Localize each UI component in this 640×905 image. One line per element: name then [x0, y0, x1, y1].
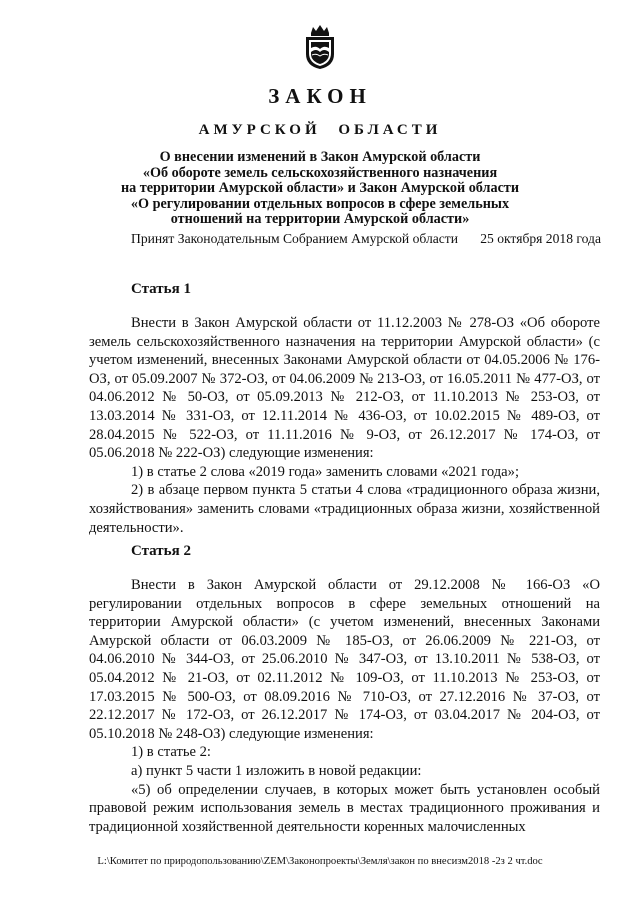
coat-of-arms-icon: [302, 24, 338, 70]
article-2-intro: Внести в Закон Амурской области от 29.12.2008 № 166-ОЗ «О регулировании отдельных вопросов в сфере земельных отношений на территории Амурской области» (с учетом изменений, внесенных Законами Амурской области от 06.03.2009 № 185-ОЗ, от 26.06.2009 № 221-ОЗ, от 04.06.2010 № 344-ОЗ, от 25.06.2010 № 347-ОЗ, от 13.10.2011 № 538-ОЗ, от 05.04.2012 № 21-ОЗ, от 02.11.2012 № 109-ОЗ, от 11.10.2013 № 253-ОЗ, от 17.03.2015 № 500-ОЗ, от 08.09.2016 № 710-ОЗ, от 27.12.2016 № 37-ОЗ, от 22.12.2017 № 172-ОЗ, от 26.12.2017 № 174-ОЗ, от 03.04.2017 № 204-ОЗ, от 05.10.2018 № 248-ОЗ) следующие изменения:: [89, 577, 600, 742]
article-2-item-1a: а) пункт 5 части 1 изложить в новой редакции:: [131, 762, 422, 779]
article-1-heading: Статья 1: [131, 281, 191, 297]
article-2-quote: «5) об определении случаев, в которых может быть установлен особый правовой режим использования земель в местах традиционного проживания и традиционной хозяйственной деятельности коренных малочисленных: [89, 781, 600, 835]
region-name: АМУРСКОЙ ОБЛАСТИ: [198, 122, 442, 138]
subject-line: отношений на территории Амурской области»: [170, 211, 470, 228]
article-1-item-2: 2) в абзаце первом пункта 5 статьи 4 слова «традиционного образа жизни, хозяйствования» заменить словами «традиционных образа жизни, хозяйственной деятельности».: [89, 482, 600, 536]
article-1-intro: Внести в Закон Амурской области от 11.12.2003 № 278-ОЗ «Об обороте земель сельскохозяйственного назначения на территории Амурской области» (с учетом изменений, внесенных Законами Амурской области от 04.05.2006 № 176-ОЗ, от 05.09.2007 № 372-ОЗ, от 04.06.2009 № 213-ОЗ, от 16.05.2011 № 477-ОЗ, от 04.06.2012 № 50-ОЗ, от 05.09.2013 № 212-ОЗ, от 11.10.2013 № 253-ОЗ, от 13.03.2014 № 331-ОЗ, от 12.11.2014 № 436-ОЗ, от 10.02.2015 № 489-ОЗ, от 28.04.2015 № 522-ОЗ, от 11.11.2016 № 9-ОЗ, от 26.12.2017 № 174-ОЗ, от 05.06.2018 № 222-ОЗ) следующие изменения:: [89, 315, 600, 462]
article-1-item-1: 1) в статье 2 слова «2019 года» заменить словами «2021 года»;: [131, 463, 520, 480]
adopted-date: 25 октября 2018 года: [480, 231, 601, 246]
subject-line: «О регулировании отдельных вопросов в сфере земельных: [130, 195, 510, 212]
document-title: ЗАКОН: [268, 84, 372, 108]
article-2-item-1: 1) в статье 2:: [131, 744, 211, 761]
article-2-heading: Статья 2: [131, 543, 191, 559]
law-subject: [0, 150, 640, 228]
subject-line: на территории Амурской области» и Закон Амурской области: [120, 180, 520, 197]
article-1-body: [89, 314, 600, 537]
article-2-body: [89, 576, 600, 836]
adopted-by: Принят Законодательным Собранием Амурской области: [131, 231, 459, 246]
subject-line: О внесении изменений в Закон Амурской области: [159, 149, 481, 165]
subject-line: «Об обороте земель сельскохозяйственного назначения: [142, 164, 498, 181]
adoption-line: [131, 231, 601, 247]
file-path-footer: L:\Комитет по природопользованию\ZEM\Законопроекты\Земля\закон по внесизм2018 -2з 2 чт.doc: [97, 856, 543, 867]
